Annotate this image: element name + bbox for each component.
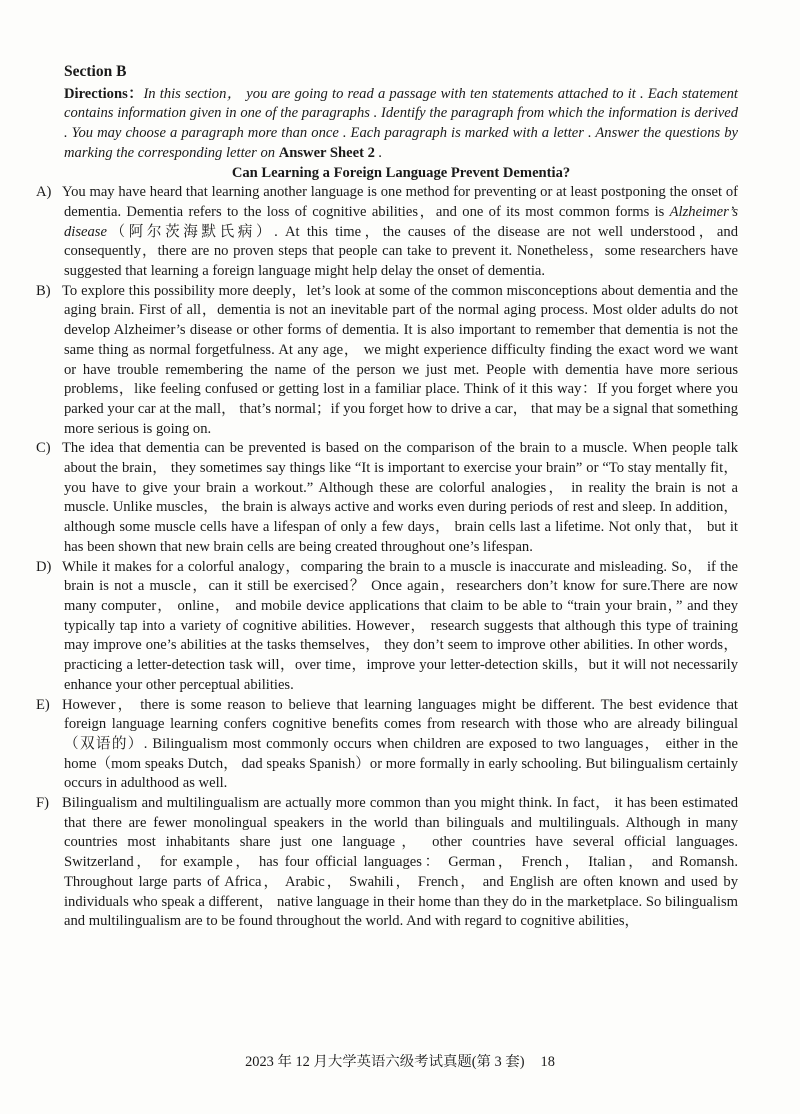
page-number: 18	[540, 1054, 555, 1070]
paragraph-letter: D)	[36, 558, 52, 575]
paragraph-italic-term: Alzheimer’s disease	[64, 203, 738, 240]
paragraph-text: The idea that dementia can be prevented is based on the comparison of the brain to a muscle. When people talk about the brain， they sometimes say things like “It is important to exercise your brain” or “To stay mentally fit， you have to give your brain a workout.” Although these are colorful analogies， in reality the brain is not a muscle. Unlike muscles， the brain is always active and works even during periods of rest and sleep. In addition， although some muscle cells have a lifespan of only a few days， brain cells last a lifetime. Not only that， but it has been shown that new brain cells are being created throughout one’s lifespan.	[62, 440, 738, 555]
footer-text: 2023 年 12 月大学英语六级考试真题(第 3 套)	[245, 1054, 525, 1070]
paragraph-letter: C)	[36, 440, 51, 457]
paragraph-a	[36, 183, 738, 282]
paragraph-text: To explore this possibility more deeply，let’s look at some of the common misconceptions about dementia and the aging brain. First of all，dementia is not an inevitable part of the normal aging process. Most older adults do not develop Alzheimer’s disease or other forms of dementia. It is also important to remember that dementia is not the same thing as normal forgetfulness. At any age， we might experience difficulty finding the exact word we want or have trouble remembering the name of the person we just met. People with dementia have more serious problems，like feeling confused or getting lost in a familiar place. Think of it this way：If you forget where you parked your car at the mall， that’s normal；if you forget how to drive a car， that may be a signal that something more serious is going on.	[62, 282, 738, 437]
paragraph-e	[36, 696, 738, 795]
paragraph-text: While it makes for a colorful analogy，comparing the brain to a muscle is inaccurate and misleading. So， if the brain is not a muscle，can it still be exercised？ Once again，researchers don’t know for sure.There are now many computer， online， and mobile device applications that claim to be able to “train your brain，” and they typically tap into a variety of cognitive abilities. However， research suggests that although this type of training may improve one’s abilities at the tasks themselves， they don’t seem to improve other abilities. In other words， practicing a letter-detection task will，over time，improve your letter-detection skills，but it will not necessarily enhance your other perceptual abilities.	[62, 558, 738, 693]
paragraph-letter: B)	[36, 282, 51, 299]
paragraph-text: However， there is some reason to believe that learning languages might be different. The best evidence that foreign language learning confers cognitive benefits comes from research with those who are already bilingual（双语的）. Bilingualism most commonly occurs when children are exposed to two languages， either in the home（mom speaks Dutch， dad speaks Spanish）or more formally in early schooling. But bilingualism certainly occurs in adulthood as well.	[62, 696, 738, 792]
paragraph-d	[36, 558, 738, 696]
paragraph-letter: F)	[36, 795, 49, 812]
paragraph-f	[36, 794, 738, 932]
paragraph-text: （阿尔茨海默氏病）. At this time，the causes of the disease are not well understood，and consequently，there are no proven steps that people can take to prevent it. Nonetheless，some researchers have suggested that learning a foreign language might help delay the onset of dementia.	[64, 223, 738, 280]
paragraph-b	[36, 282, 738, 440]
directions	[64, 85, 738, 164]
exam-page	[36, 62, 738, 932]
directions-lead: Directions：	[64, 85, 144, 102]
directions-end: .	[374, 144, 383, 161]
paragraph-letter: E)	[36, 696, 50, 713]
passage-title: Can Learning a Foreign Language Prevent Dementia?	[231, 164, 571, 181]
answer-sheet-ref: Answer Sheet 2	[278, 144, 375, 161]
paragraph-letter: A)	[36, 184, 52, 201]
paragraph-text: Bilingualism and multilingualism are actually more common than you might think. In fact， it has been estimated that there are fewer monolingual speakers in the world than bilinguals and multilinguals. Although in many countries most inhabitants share just one language， other countries have several official languages. Switzerland， for example， has four official languages： German， French， Italian， and Romansh. Throughout large parts of Africa， Arabic， Swahili， French， and English are often known and used by individuals who speak a different， native language in their home than they do in the marketplace. So bilingualism and multilingualism are to be found throughout the world. And with regard to cognitive abilities，	[62, 795, 738, 930]
directions-body: In this section， you are going to read a passage with ten statements attached to it . Each statement contains information given in one of the paragraphs . Identify the paragraph from which the information is derived . You may choose a paragraph more than once . Each paragraph is marked with a letter . Answer the questions by marking the corresponding letter on	[64, 85, 738, 161]
paragraph-text: You may have heard that learning another language is one method for preventing or at least postponing the onset of dementia. Dementia refers to the loss of cognitive abilities，and one of its most common forms is	[62, 184, 738, 220]
section-title: Section B	[64, 63, 127, 80]
page-footer	[0, 1050, 800, 1071]
paragraph-c	[36, 439, 738, 557]
